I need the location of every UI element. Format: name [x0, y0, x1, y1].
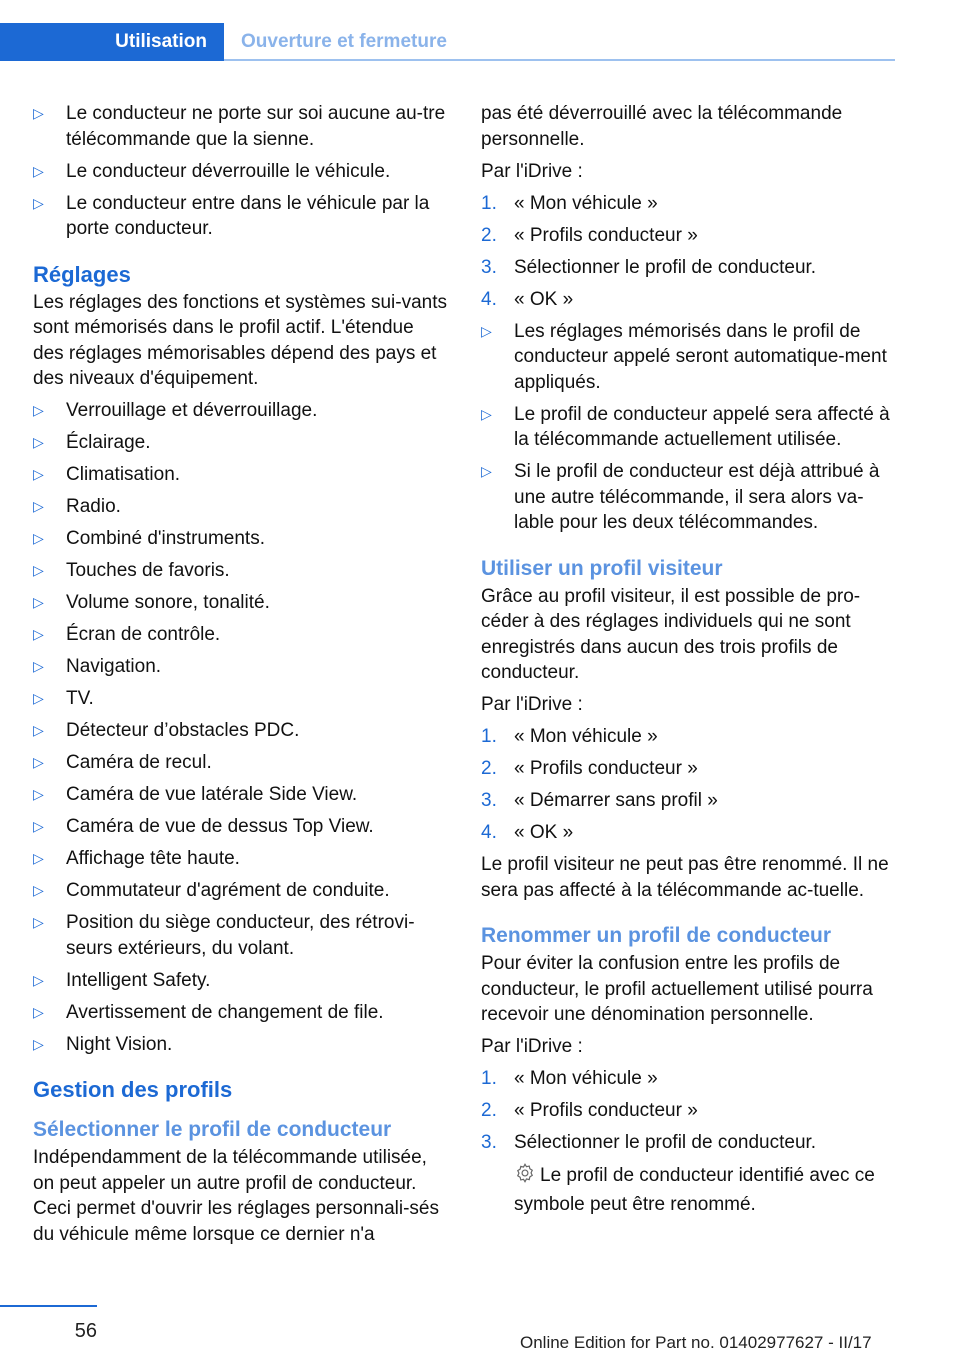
steps-list-2: [481, 724, 901, 846]
page-header: [0, 23, 895, 61]
triangle-right-icon: ▷: [33, 658, 44, 674]
list-item: ▷ Si le profil de conducteur est déjà attribué à une autre télécommande, il sera alors va-lable pour les deux télécommandes.: [481, 461, 880, 533]
paragraph-rename: Pour éviter la confusion entre les profils de conducteur, le profil actuellement utilisé pourra recevoir une dénomination personnelle.: [481, 953, 873, 1025]
list-item: 4. « OK »: [481, 822, 574, 843]
header-rule: [224, 59, 895, 61]
list-item: ▷ Caméra de vue latérale Side View.: [33, 782, 448, 808]
list-item: ▷ Verrouillage et déverrouillage.: [33, 398, 448, 424]
left-column: [33, 101, 448, 1254]
list-item: 3. Sélectionner le profil de conducteur.: [481, 256, 817, 278]
triangle-right-icon: ▷: [481, 463, 492, 479]
list-item: ▷ Les réglages mémorisés dans le profil de conducteur appelé seront automatique-ment appliqués.: [481, 320, 887, 393]
gear-icon: [514, 1162, 536, 1192]
triangle-right-icon: ▷: [33, 162, 44, 179]
list-item: 1. « Mon véhicule »: [481, 192, 658, 214]
triangle-right-icon: ▷: [33, 1035, 44, 1052]
triangle-right-icon: ▷: [33, 594, 44, 610]
bullets-list-1: [481, 319, 901, 536]
paragraph-reglages: Les réglages des fonctions et systèmes sui-vants sont mémorisés dans le profil actif. L'étendue des réglages mémorisables dépend des pays et des niveaux d'équipement.: [33, 291, 447, 389]
reglages-bullet-list: [33, 398, 448, 1057]
triangle-right-icon: ▷: [33, 402, 44, 418]
triangle-right-icon: ▷: [33, 722, 44, 738]
list-item: 2. « Profils conducteur »: [481, 224, 698, 246]
gear-symbol-note: Le profil de conducteur identifié avec ce symbole peut être renommé.: [481, 1162, 901, 1217]
triangle-right-icon: ▷: [33, 882, 44, 898]
list-item: ▷ Le conducteur déverrouille le véhicule.: [33, 159, 448, 185]
heading-rename-profile: Renommer un profil de conducteur: [481, 924, 832, 947]
list-item: ▷ Affichage tête haute.: [33, 846, 448, 872]
triangle-right-icon: ▷: [33, 850, 44, 866]
triangle-right-icon: ▷: [33, 105, 44, 121]
list-item: ▷ Radio.: [33, 494, 448, 520]
list-item: 2. « Profils conducteur »: [481, 1100, 698, 1121]
list-item: ▷ Touches de favoris.: [33, 558, 448, 584]
section-tab-inactive: Ouverture et fermeture: [241, 31, 447, 52]
steps-list-3: [481, 1066, 901, 1156]
list-item: ▷ Caméra de vue de dessus Top View.: [33, 814, 448, 840]
list-item: ▷ TV.: [33, 686, 448, 712]
triangle-right-icon: ▷: [33, 786, 44, 802]
list-item: 1. « Mon véhicule »: [481, 1068, 658, 1089]
idrive-label: Par l'iDrive :: [481, 160, 583, 182]
paragraph-visitor-note: Le profil visiteur ne peut pas être renommé. Il ne sera pas affecté à la télécommande ac-tuelle.: [481, 854, 889, 901]
heading-reglages: Réglages: [33, 261, 131, 287]
list-item: ▷ Navigation.: [33, 654, 448, 680]
triangle-right-icon: ▷: [33, 690, 44, 706]
steps-list-1: [481, 191, 901, 313]
paragraph-select-profile: Indépendamment de la télécommande utilisée, on peut appeler un autre profil de conducteur. Ceci permet d'ouvrir les réglages personnali-sés du véhicule même lorsque ce dernier n'a: [33, 1147, 439, 1245]
list-item: ▷ Le conducteur ne porte sur soi aucune au-tre télécommande que la sienne.: [33, 103, 446, 150]
page-number: 56: [74, 1320, 97, 1342]
list-item: ▷ Avertissement de changement de file.: [33, 1000, 448, 1026]
list-item: ▷ Le profil de conducteur appelé sera affecté à la télécommande actuellement utilisée.: [481, 403, 890, 450]
list-item: ▷ Volume sonore, tonalité.: [33, 590, 448, 616]
triangle-right-icon: ▷: [481, 405, 492, 422]
triangle-right-icon: ▷: [33, 626, 44, 642]
list-item: 4. « OK »: [481, 288, 574, 310]
list-item: ▷ Intelligent Safety.: [33, 968, 448, 994]
triangle-right-icon: ▷: [33, 562, 44, 578]
triangle-right-icon: ▷: [33, 498, 44, 514]
list-item: ▷ Détecteur d’obstacles PDC.: [33, 718, 448, 744]
list-item: ▷ Position du siège conducteur, des rétrovi-seurs extérieurs, du volant.: [33, 912, 415, 959]
triangle-right-icon: ▷: [33, 530, 44, 546]
list-item: 2. « Profils conducteur »: [481, 758, 698, 779]
paragraph-continued: pas été déverrouillé avec la télécommande personnelle.: [481, 103, 843, 150]
triangle-right-icon: ▷: [33, 754, 44, 770]
triangle-right-icon: ▷: [33, 434, 44, 450]
heading-select-profile: Sélectionner le profil de conducteur: [33, 1118, 392, 1141]
list-item: 3. Sélectionner le profil de conducteur.: [481, 1132, 817, 1153]
right-column: [481, 101, 901, 1217]
paragraph-visitor: Grâce au profil visiteur, il est possible de pro-céder à des réglages individuels qui ne sont enregistrés dans aucun des trois profils de conducteur.: [481, 585, 861, 683]
list-item: 3. « Démarrer sans profil »: [481, 790, 718, 811]
intro-bullet-list: [33, 101, 448, 242]
triangle-right-icon: ▷: [33, 818, 44, 834]
idrive-label: Par l'iDrive :: [481, 1036, 583, 1057]
triangle-right-icon: ▷: [33, 914, 44, 930]
list-item: ▷ Écran de contrôle.: [33, 622, 448, 648]
list-item: ▷ Combiné d'instruments.: [33, 526, 448, 552]
list-item: ▷ Le conducteur entre dans le véhicule par la porte conducteur.: [33, 192, 430, 239]
heading-gestion-profils: Gestion des profils: [33, 1077, 233, 1102]
triangle-right-icon: ▷: [33, 971, 44, 988]
idrive-label: Par l'iDrive :: [481, 694, 583, 715]
list-item: ▷ Éclairage.: [33, 430, 448, 456]
list-item: ▷ Commutateur d'agrément de conduite.: [33, 878, 448, 904]
footer-rule: [0, 1305, 97, 1307]
list-item: 1. « Mon véhicule »: [481, 726, 658, 747]
list-item: ▷ Caméra de recul.: [33, 750, 448, 776]
triangle-right-icon: ▷: [481, 322, 492, 339]
heading-visitor-profile: Utiliser un profil visiteur: [481, 556, 723, 580]
section-tab-active: Utilisation: [0, 23, 224, 61]
list-item: ▷ Night Vision.: [33, 1032, 448, 1058]
triangle-right-icon: ▷: [33, 194, 44, 211]
edition-note: Online Edition for Part no. 01402977627 - II/17: [520, 1333, 872, 1352]
list-item: ▷ Climatisation.: [33, 462, 448, 488]
triangle-right-icon: ▷: [33, 1003, 44, 1020]
triangle-right-icon: ▷: [33, 466, 44, 482]
